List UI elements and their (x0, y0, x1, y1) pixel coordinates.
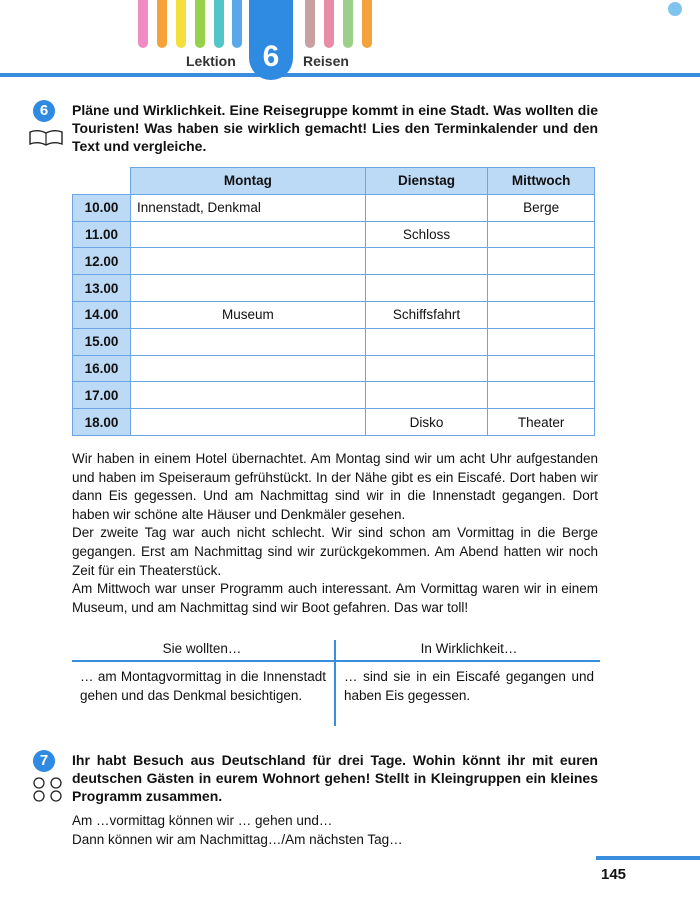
table-row (73, 194, 595, 221)
schedule-table (72, 167, 595, 436)
table-row (73, 382, 595, 409)
table-row (73, 248, 595, 275)
column-header-wednesday: Mittwoch (488, 168, 595, 195)
time-cell: 14.00 (73, 301, 131, 328)
header-stripe (176, 0, 186, 48)
time-cell: 12.00 (73, 248, 131, 275)
topic-label: Reisen (303, 53, 349, 69)
table-row (73, 409, 595, 436)
schedule-cell (365, 382, 488, 409)
table-row (73, 221, 595, 248)
schedule-cell (131, 328, 366, 355)
schedule-cell: Innenstadt, Denkmal (131, 194, 366, 221)
schedule-cell (365, 275, 488, 302)
table-corner (73, 168, 131, 195)
time-cell: 15.00 (73, 328, 131, 355)
schedule-cell (488, 301, 595, 328)
schedule-cell (131, 355, 366, 382)
task-7-title: Ihr habt Besuch aus Deutschland für drei Tage. Wohin könnt ihr mit euren deutschen Gästen in eurem Wohnort gehen! Stellt in Kleingruppen ein kleines Programm zusammen. (72, 752, 598, 804)
schedule-cell (131, 221, 366, 248)
time-cell: 10.00 (73, 194, 131, 221)
schedule-cell: Schiffsfahrt (365, 301, 488, 328)
column-header-tuesday: Dienstag (365, 168, 488, 195)
task-7-number: 7 (33, 750, 55, 772)
header-stripe (324, 0, 334, 48)
time-cell: 13.00 (73, 275, 131, 302)
lesson-label: Lektion (186, 53, 236, 69)
time-cell: 18.00 (73, 409, 131, 436)
schedule-cell (488, 382, 595, 409)
task-6-number: 6 (33, 100, 55, 122)
schedule-cell (131, 275, 366, 302)
header-stripe (362, 0, 372, 48)
report-paragraph: Wir haben in einem Hotel übernachtet. Am Montag sind wir um acht Uhr aufgestanden und haben im Speiseraum gefrühstückt. In der Nähe gibt es ein Eiscafé. Dort haben wir dann Eis gegessen. Und am Nachmittag sind wir in die Innenstadt gegangen. Dort haben wir schöne alte Häuser und Denkmäler gesehen. (72, 451, 598, 522)
column-header-monday: Montag (131, 168, 366, 195)
report-paragraph: Der zweite Tag war auch nicht schlecht. Wir sind schon am Vormittag in die Berge gegangen. Erst am Nachmittag sind wir zurückgekommen. Am Abend hatten wir noch Zeit für ein Theaterstück. (72, 525, 598, 578)
schedule-cell (131, 248, 366, 275)
schedule-cell: Museum (131, 301, 366, 328)
schedule-cell (365, 248, 488, 275)
footer-rule (596, 856, 700, 860)
lesson-number-badge: 6 (249, 0, 293, 80)
compare-divider-vertical (334, 640, 336, 726)
schedule-cell (131, 382, 366, 409)
header-stripe (214, 0, 224, 48)
table-row (73, 275, 595, 302)
header-stripe (305, 0, 315, 48)
page-number: 145 (601, 866, 627, 883)
schedule-cell (131, 409, 366, 436)
time-cell: 11.00 (73, 221, 131, 248)
compare-left-text: … am Montagvormittag in die Innenstadt gehen und das Denkmal besichtigen. (80, 669, 326, 703)
time-cell: 16.00 (73, 355, 131, 382)
schedule-cell: Theater (488, 409, 595, 436)
task-7-line-2: Dann können wir am Nachmittag…/Am nächsten Tag… (72, 832, 403, 847)
schedule-cell (365, 194, 488, 221)
schedule-cell: Disko (365, 409, 488, 436)
table-row (73, 301, 595, 328)
task-6-title: Pläne und Wirklichkeit. Eine Reisegruppe kommt in eine Stadt. Was wollten die Touristen! Was haben sie wirklich gemacht! Lies den Terminkalender und den Text und vergleiche. (72, 102, 598, 154)
header-stripe (343, 0, 353, 48)
header-stripe (232, 0, 242, 48)
compare-divider-horizontal (72, 660, 600, 662)
task-7-line-1: Am …vormittag können wir … gehen und… (72, 813, 333, 828)
schedule-cell (488, 221, 595, 248)
schedule-cell: Berge (488, 194, 595, 221)
schedule-cell (365, 328, 488, 355)
publisher-logo-icon (668, 2, 682, 16)
open-book-icon (28, 128, 64, 148)
header-rule (0, 73, 700, 77)
schedule-cell: Schloss (365, 221, 488, 248)
schedule-cell (488, 275, 595, 302)
group-people-icon (30, 776, 66, 802)
travel-report-text (72, 450, 598, 617)
header-stripe (138, 0, 148, 48)
table-row (73, 355, 595, 382)
schedule-cell (488, 355, 595, 382)
schedule-cell (365, 355, 488, 382)
compare-right-text: … sind sie in ein Eiscafé gegangen und haben Eis gegessen. (344, 669, 594, 703)
compare-left-heading: Sie wollten… (162, 641, 242, 656)
time-cell: 17.00 (73, 382, 131, 409)
schedule-cell (488, 328, 595, 355)
header-stripe (195, 0, 205, 48)
schedule-cell (488, 248, 595, 275)
report-paragraph: Am Mittwoch war unser Programm auch interessant. Am Vormittag waren wir in einem Museum, und am Nachmittag sind wir Boot gefahren. Das war toll! (72, 581, 598, 615)
table-row (73, 328, 595, 355)
header-stripe (157, 0, 167, 48)
compare-right-heading: In Wirklichkeit… (420, 641, 518, 656)
